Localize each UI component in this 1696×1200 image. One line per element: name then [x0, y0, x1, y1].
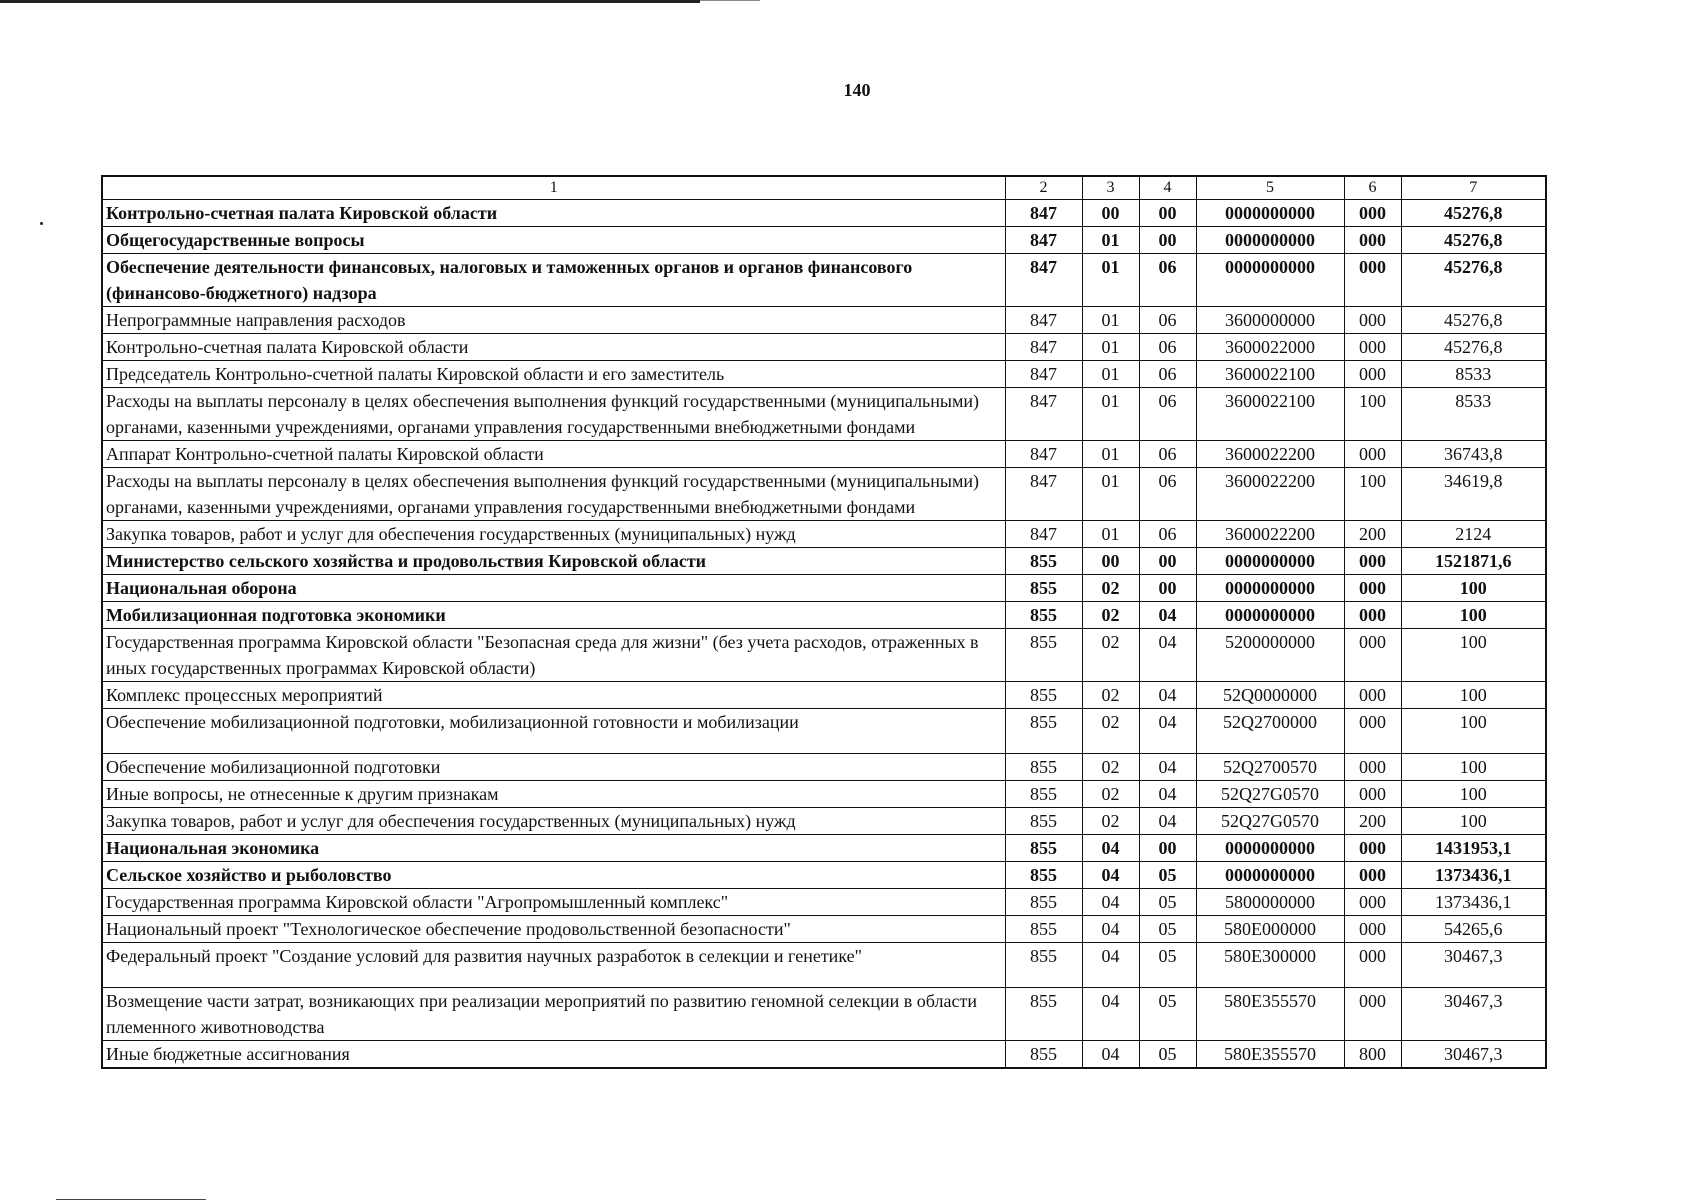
row-name-cell: Национальный проект "Технологическое обеспечение продовольственной безопасности" — [102, 916, 1005, 943]
row-expense-type-cell: 800 — [1344, 1041, 1401, 1069]
row-expense-type-cell: 000 — [1344, 629, 1401, 682]
table-row — [102, 1041, 1546, 1069]
row-amount-cell: 1373436,1 — [1401, 862, 1546, 889]
row-name-cell: Государственная программа Кировской области "Безопасная среда для жизни" (без учета расходов, отраженных в иных государственных программах Кировской области) — [102, 629, 1005, 682]
row-expense-type-cell: 000 — [1344, 548, 1401, 575]
row-amount-cell: 100 — [1401, 781, 1546, 808]
row-section-cell: 01 — [1082, 227, 1139, 254]
row-subsection-cell: 05 — [1139, 916, 1196, 943]
table-row — [102, 916, 1546, 943]
row-section-cell: 02 — [1082, 709, 1139, 754]
row-amount-cell: 100 — [1401, 602, 1546, 629]
row-name-cell: Контрольно-счетная палата Кировской области — [102, 334, 1005, 361]
row-amount-cell: 8533 — [1401, 361, 1546, 388]
row-amount-cell: 45276,8 — [1401, 200, 1546, 227]
header-col-2: 2 — [1005, 176, 1082, 200]
row-name-cell: Министерство сельского хозяйства и продовольствия Кировской области — [102, 548, 1005, 575]
row-target-article-cell: 0000000000 — [1196, 575, 1344, 602]
header-col-4: 4 — [1139, 176, 1196, 200]
row-expense-type-cell: 000 — [1344, 754, 1401, 781]
row-ministry-code-cell: 855 — [1005, 709, 1082, 754]
row-amount-cell: 54265,6 — [1401, 916, 1546, 943]
table-row — [102, 754, 1546, 781]
row-ministry-code-cell: 855 — [1005, 781, 1082, 808]
row-amount-cell: 45276,8 — [1401, 227, 1546, 254]
row-expense-type-cell: 000 — [1344, 254, 1401, 307]
row-name-cell: Обеспечение мобилизационной подготовки — [102, 754, 1005, 781]
row-section-cell: 02 — [1082, 602, 1139, 629]
table-row — [102, 575, 1546, 602]
row-expense-type-cell: 000 — [1344, 709, 1401, 754]
row-amount-cell: 30467,3 — [1401, 988, 1546, 1041]
scan-speck — [40, 222, 43, 225]
row-expense-type-cell: 000 — [1344, 307, 1401, 334]
row-name-cell: Национальная оборона — [102, 575, 1005, 602]
row-name-cell: Расходы на выплаты персоналу в целях обеспечения выполнения функций государственными (муниципальными) органами, казенными учреждениями, органами управления государственными внебюджетными фондами — [102, 468, 1005, 521]
row-name-cell: Федеральный проект "Создание условий для развития научных разработок в селекции и генетике" — [102, 943, 1005, 988]
header-col-3: 3 — [1082, 176, 1139, 200]
table-row — [102, 468, 1546, 521]
row-ministry-code-cell: 847 — [1005, 388, 1082, 441]
table-row — [102, 862, 1546, 889]
row-target-article-cell: 52Q27G0570 — [1196, 808, 1344, 835]
row-target-article-cell: 0000000000 — [1196, 254, 1344, 307]
row-expense-type-cell: 000 — [1344, 835, 1401, 862]
row-name-cell: Аппарат Контрольно-счетной палаты Кировской области — [102, 441, 1005, 468]
row-target-article-cell: 0000000000 — [1196, 862, 1344, 889]
row-expense-type-cell: 000 — [1344, 602, 1401, 629]
row-target-article-cell: 52Q2700570 — [1196, 754, 1344, 781]
row-section-cell: 02 — [1082, 781, 1139, 808]
row-subsection-cell: 04 — [1139, 602, 1196, 629]
row-subsection-cell: 00 — [1139, 548, 1196, 575]
row-target-article-cell: 3600022200 — [1196, 468, 1344, 521]
row-ministry-code-cell: 847 — [1005, 227, 1082, 254]
table-header — [102, 176, 1546, 200]
table-row — [102, 334, 1546, 361]
table-row — [102, 254, 1546, 307]
table-row — [102, 988, 1546, 1041]
row-subsection-cell: 06 — [1139, 521, 1196, 548]
row-ministry-code-cell: 855 — [1005, 988, 1082, 1041]
row-target-article-cell: 3600022100 — [1196, 388, 1344, 441]
row-ministry-code-cell: 847 — [1005, 254, 1082, 307]
row-subsection-cell: 04 — [1139, 709, 1196, 754]
row-ministry-code-cell: 847 — [1005, 334, 1082, 361]
row-ministry-code-cell: 847 — [1005, 307, 1082, 334]
row-subsection-cell: 06 — [1139, 468, 1196, 521]
table-row — [102, 388, 1546, 441]
header-col-1: 1 — [102, 176, 1005, 200]
row-amount-cell: 36743,8 — [1401, 441, 1546, 468]
row-subsection-cell: 04 — [1139, 682, 1196, 709]
row-name-cell: Мобилизационная подготовка экономики — [102, 602, 1005, 629]
row-amount-cell: 34619,8 — [1401, 468, 1546, 521]
row-amount-cell: 100 — [1401, 754, 1546, 781]
row-expense-type-cell: 000 — [1344, 200, 1401, 227]
row-expense-type-cell: 000 — [1344, 862, 1401, 889]
row-subsection-cell: 05 — [1139, 943, 1196, 988]
row-target-article-cell: 580E355570 — [1196, 988, 1344, 1041]
table-row — [102, 709, 1546, 754]
row-expense-type-cell: 200 — [1344, 808, 1401, 835]
table-row — [102, 548, 1546, 575]
row-expense-type-cell: 000 — [1344, 575, 1401, 602]
row-target-article-cell: 52Q27G0570 — [1196, 781, 1344, 808]
row-ministry-code-cell: 847 — [1005, 468, 1082, 521]
row-section-cell: 01 — [1082, 361, 1139, 388]
row-section-cell: 02 — [1082, 575, 1139, 602]
row-ministry-code-cell: 855 — [1005, 943, 1082, 988]
row-name-cell: Закупка товаров, работ и услуг для обеспечения государственных (муниципальных) нужд — [102, 521, 1005, 548]
row-amount-cell: 100 — [1401, 629, 1546, 682]
table-row — [102, 835, 1546, 862]
row-amount-cell: 30467,3 — [1401, 1041, 1546, 1069]
row-subsection-cell: 00 — [1139, 227, 1196, 254]
row-name-cell: Иные вопросы, не отнесенные к другим признакам — [102, 781, 1005, 808]
row-section-cell: 01 — [1082, 468, 1139, 521]
row-target-article-cell: 3600000000 — [1196, 307, 1344, 334]
row-target-article-cell: 52Q0000000 — [1196, 682, 1344, 709]
row-expense-type-cell: 000 — [1344, 227, 1401, 254]
header-col-5: 5 — [1196, 176, 1344, 200]
row-target-article-cell: 3600022200 — [1196, 441, 1344, 468]
row-section-cell: 02 — [1082, 808, 1139, 835]
row-expense-type-cell: 000 — [1344, 334, 1401, 361]
row-target-article-cell: 5200000000 — [1196, 629, 1344, 682]
row-subsection-cell: 04 — [1139, 781, 1196, 808]
row-amount-cell: 30467,3 — [1401, 943, 1546, 988]
row-amount-cell: 100 — [1401, 709, 1546, 754]
row-amount-cell: 1521871,6 — [1401, 548, 1546, 575]
row-section-cell: 01 — [1082, 388, 1139, 441]
row-target-article-cell: 580E355570 — [1196, 1041, 1344, 1069]
row-name-cell: Непрограммные направления расходов — [102, 307, 1005, 334]
row-amount-cell: 100 — [1401, 682, 1546, 709]
row-name-cell: Расходы на выплаты персоналу в целях обеспечения выполнения функций государственными (муниципальными) органами, казенными учреждениями, органами управления государственными внебюджетными фондами — [102, 388, 1005, 441]
header-row — [102, 176, 1546, 200]
table-row — [102, 361, 1546, 388]
row-subsection-cell: 05 — [1139, 862, 1196, 889]
row-name-cell: Возмещение части затрат, возникающих при реализации мероприятий по развитию геномной селекции в области племенного животноводства — [102, 988, 1005, 1041]
row-subsection-cell: 05 — [1139, 1041, 1196, 1069]
row-subsection-cell: 06 — [1139, 441, 1196, 468]
row-subsection-cell: 04 — [1139, 754, 1196, 781]
table-body — [102, 200, 1546, 1069]
row-ministry-code-cell: 855 — [1005, 682, 1082, 709]
row-ministry-code-cell: 855 — [1005, 1041, 1082, 1069]
row-expense-type-cell: 000 — [1344, 441, 1401, 468]
row-name-cell: Национальная экономика — [102, 835, 1005, 862]
row-name-cell: Контрольно-счетная палата Кировской области — [102, 200, 1005, 227]
row-ministry-code-cell: 855 — [1005, 629, 1082, 682]
row-target-article-cell: 3600022200 — [1196, 521, 1344, 548]
row-subsection-cell: 05 — [1139, 988, 1196, 1041]
row-amount-cell: 45276,8 — [1401, 307, 1546, 334]
row-expense-type-cell: 100 — [1344, 388, 1401, 441]
row-target-article-cell: 0000000000 — [1196, 835, 1344, 862]
row-subsection-cell: 00 — [1139, 835, 1196, 862]
row-section-cell: 01 — [1082, 334, 1139, 361]
row-section-cell: 04 — [1082, 988, 1139, 1041]
row-name-cell: Сельское хозяйство и рыболовство — [102, 862, 1005, 889]
row-amount-cell: 2124 — [1401, 521, 1546, 548]
row-ministry-code-cell: 855 — [1005, 808, 1082, 835]
table-row — [102, 629, 1546, 682]
table-row — [102, 602, 1546, 629]
budget-table — [101, 175, 1547, 1069]
row-section-cell: 04 — [1082, 916, 1139, 943]
row-expense-type-cell: 200 — [1344, 521, 1401, 548]
row-ministry-code-cell: 847 — [1005, 441, 1082, 468]
row-target-article-cell: 0000000000 — [1196, 602, 1344, 629]
row-subsection-cell: 05 — [1139, 889, 1196, 916]
table-row — [102, 781, 1546, 808]
page-number: 140 — [843, 80, 871, 100]
row-section-cell: 02 — [1082, 682, 1139, 709]
row-section-cell: 00 — [1082, 548, 1139, 575]
table-row — [102, 227, 1546, 254]
row-target-article-cell: 52Q2700000 — [1196, 709, 1344, 754]
row-section-cell: 04 — [1082, 889, 1139, 916]
table-row — [102, 943, 1546, 988]
row-name-cell: Закупка товаров, работ и услуг для обеспечения государственных (муниципальных) нужд — [102, 808, 1005, 835]
row-target-article-cell: 0000000000 — [1196, 200, 1344, 227]
row-ministry-code-cell: 855 — [1005, 889, 1082, 916]
row-section-cell: 04 — [1082, 1041, 1139, 1069]
row-amount-cell: 1431953,1 — [1401, 835, 1546, 862]
row-name-cell: Общегосударственные вопросы — [102, 227, 1005, 254]
row-ministry-code-cell: 847 — [1005, 200, 1082, 227]
row-subsection-cell: 06 — [1139, 361, 1196, 388]
row-section-cell: 02 — [1082, 629, 1139, 682]
row-name-cell: Обеспечение деятельности финансовых, налоговых и таможенных органов и органов финансового (финансово-бюджетного) надзора — [102, 254, 1005, 307]
row-name-cell: Председатель Контрольно-счетной палаты Кировской области и его заместитель — [102, 361, 1005, 388]
table-row — [102, 521, 1546, 548]
row-ministry-code-cell: 855 — [1005, 862, 1082, 889]
row-amount-cell: 45276,8 — [1401, 254, 1546, 307]
row-section-cell: 01 — [1082, 254, 1139, 307]
row-subsection-cell: 04 — [1139, 629, 1196, 682]
row-expense-type-cell: 000 — [1344, 916, 1401, 943]
row-subsection-cell: 06 — [1139, 307, 1196, 334]
row-ministry-code-cell: 855 — [1005, 602, 1082, 629]
row-amount-cell: 1373436,1 — [1401, 889, 1546, 916]
row-ministry-code-cell: 855 — [1005, 575, 1082, 602]
row-ministry-code-cell: 847 — [1005, 521, 1082, 548]
row-target-article-cell: 5800000000 — [1196, 889, 1344, 916]
row-name-cell: Государственная программа Кировской области "Агропромышленный комплекс" — [102, 889, 1005, 916]
row-target-article-cell: 0000000000 — [1196, 227, 1344, 254]
row-subsection-cell: 06 — [1139, 254, 1196, 307]
row-amount-cell: 45276,8 — [1401, 334, 1546, 361]
row-section-cell: 04 — [1082, 862, 1139, 889]
row-expense-type-cell: 000 — [1344, 988, 1401, 1041]
row-name-cell: Иные бюджетные ассигнования — [102, 1041, 1005, 1069]
row-section-cell: 00 — [1082, 200, 1139, 227]
row-section-cell: 01 — [1082, 521, 1139, 548]
row-expense-type-cell: 000 — [1344, 943, 1401, 988]
row-expense-type-cell: 000 — [1344, 361, 1401, 388]
row-section-cell: 01 — [1082, 441, 1139, 468]
row-section-cell: 04 — [1082, 835, 1139, 862]
table-row — [102, 682, 1546, 709]
row-section-cell: 04 — [1082, 943, 1139, 988]
scan-edge-top — [0, 0, 700, 3]
row-section-cell: 01 — [1082, 307, 1139, 334]
row-amount-cell: 100 — [1401, 575, 1546, 602]
row-subsection-cell: 06 — [1139, 388, 1196, 441]
header-col-7: 7 — [1401, 176, 1546, 200]
row-target-article-cell: 580E300000 — [1196, 943, 1344, 988]
row-expense-type-cell: 000 — [1344, 781, 1401, 808]
table-row — [102, 808, 1546, 835]
row-ministry-code-cell: 855 — [1005, 835, 1082, 862]
row-target-article-cell: 3600022000 — [1196, 334, 1344, 361]
scan-edge-top-thin — [700, 0, 760, 1]
row-target-article-cell: 0000000000 — [1196, 548, 1344, 575]
row-amount-cell: 100 — [1401, 808, 1546, 835]
row-subsection-cell: 06 — [1139, 334, 1196, 361]
row-target-article-cell: 580E000000 — [1196, 916, 1344, 943]
row-subsection-cell: 00 — [1139, 200, 1196, 227]
row-amount-cell: 8533 — [1401, 388, 1546, 441]
row-ministry-code-cell: 855 — [1005, 916, 1082, 943]
row-subsection-cell: 04 — [1139, 808, 1196, 835]
row-name-cell: Комплекс процессных мероприятий — [102, 682, 1005, 709]
row-target-article-cell: 3600022100 — [1196, 361, 1344, 388]
table-row — [102, 889, 1546, 916]
row-expense-type-cell: 000 — [1344, 682, 1401, 709]
row-section-cell: 02 — [1082, 754, 1139, 781]
table-row — [102, 200, 1546, 227]
row-name-cell: Обеспечение мобилизационной подготовки, мобилизационной готовности и мобилизации — [102, 709, 1005, 754]
row-expense-type-cell: 000 — [1344, 889, 1401, 916]
row-subsection-cell: 00 — [1139, 575, 1196, 602]
row-ministry-code-cell: 855 — [1005, 754, 1082, 781]
row-expense-type-cell: 100 — [1344, 468, 1401, 521]
table-row — [102, 307, 1546, 334]
table-row — [102, 441, 1546, 468]
row-ministry-code-cell: 847 — [1005, 361, 1082, 388]
row-ministry-code-cell: 855 — [1005, 548, 1082, 575]
header-col-6: 6 — [1344, 176, 1401, 200]
